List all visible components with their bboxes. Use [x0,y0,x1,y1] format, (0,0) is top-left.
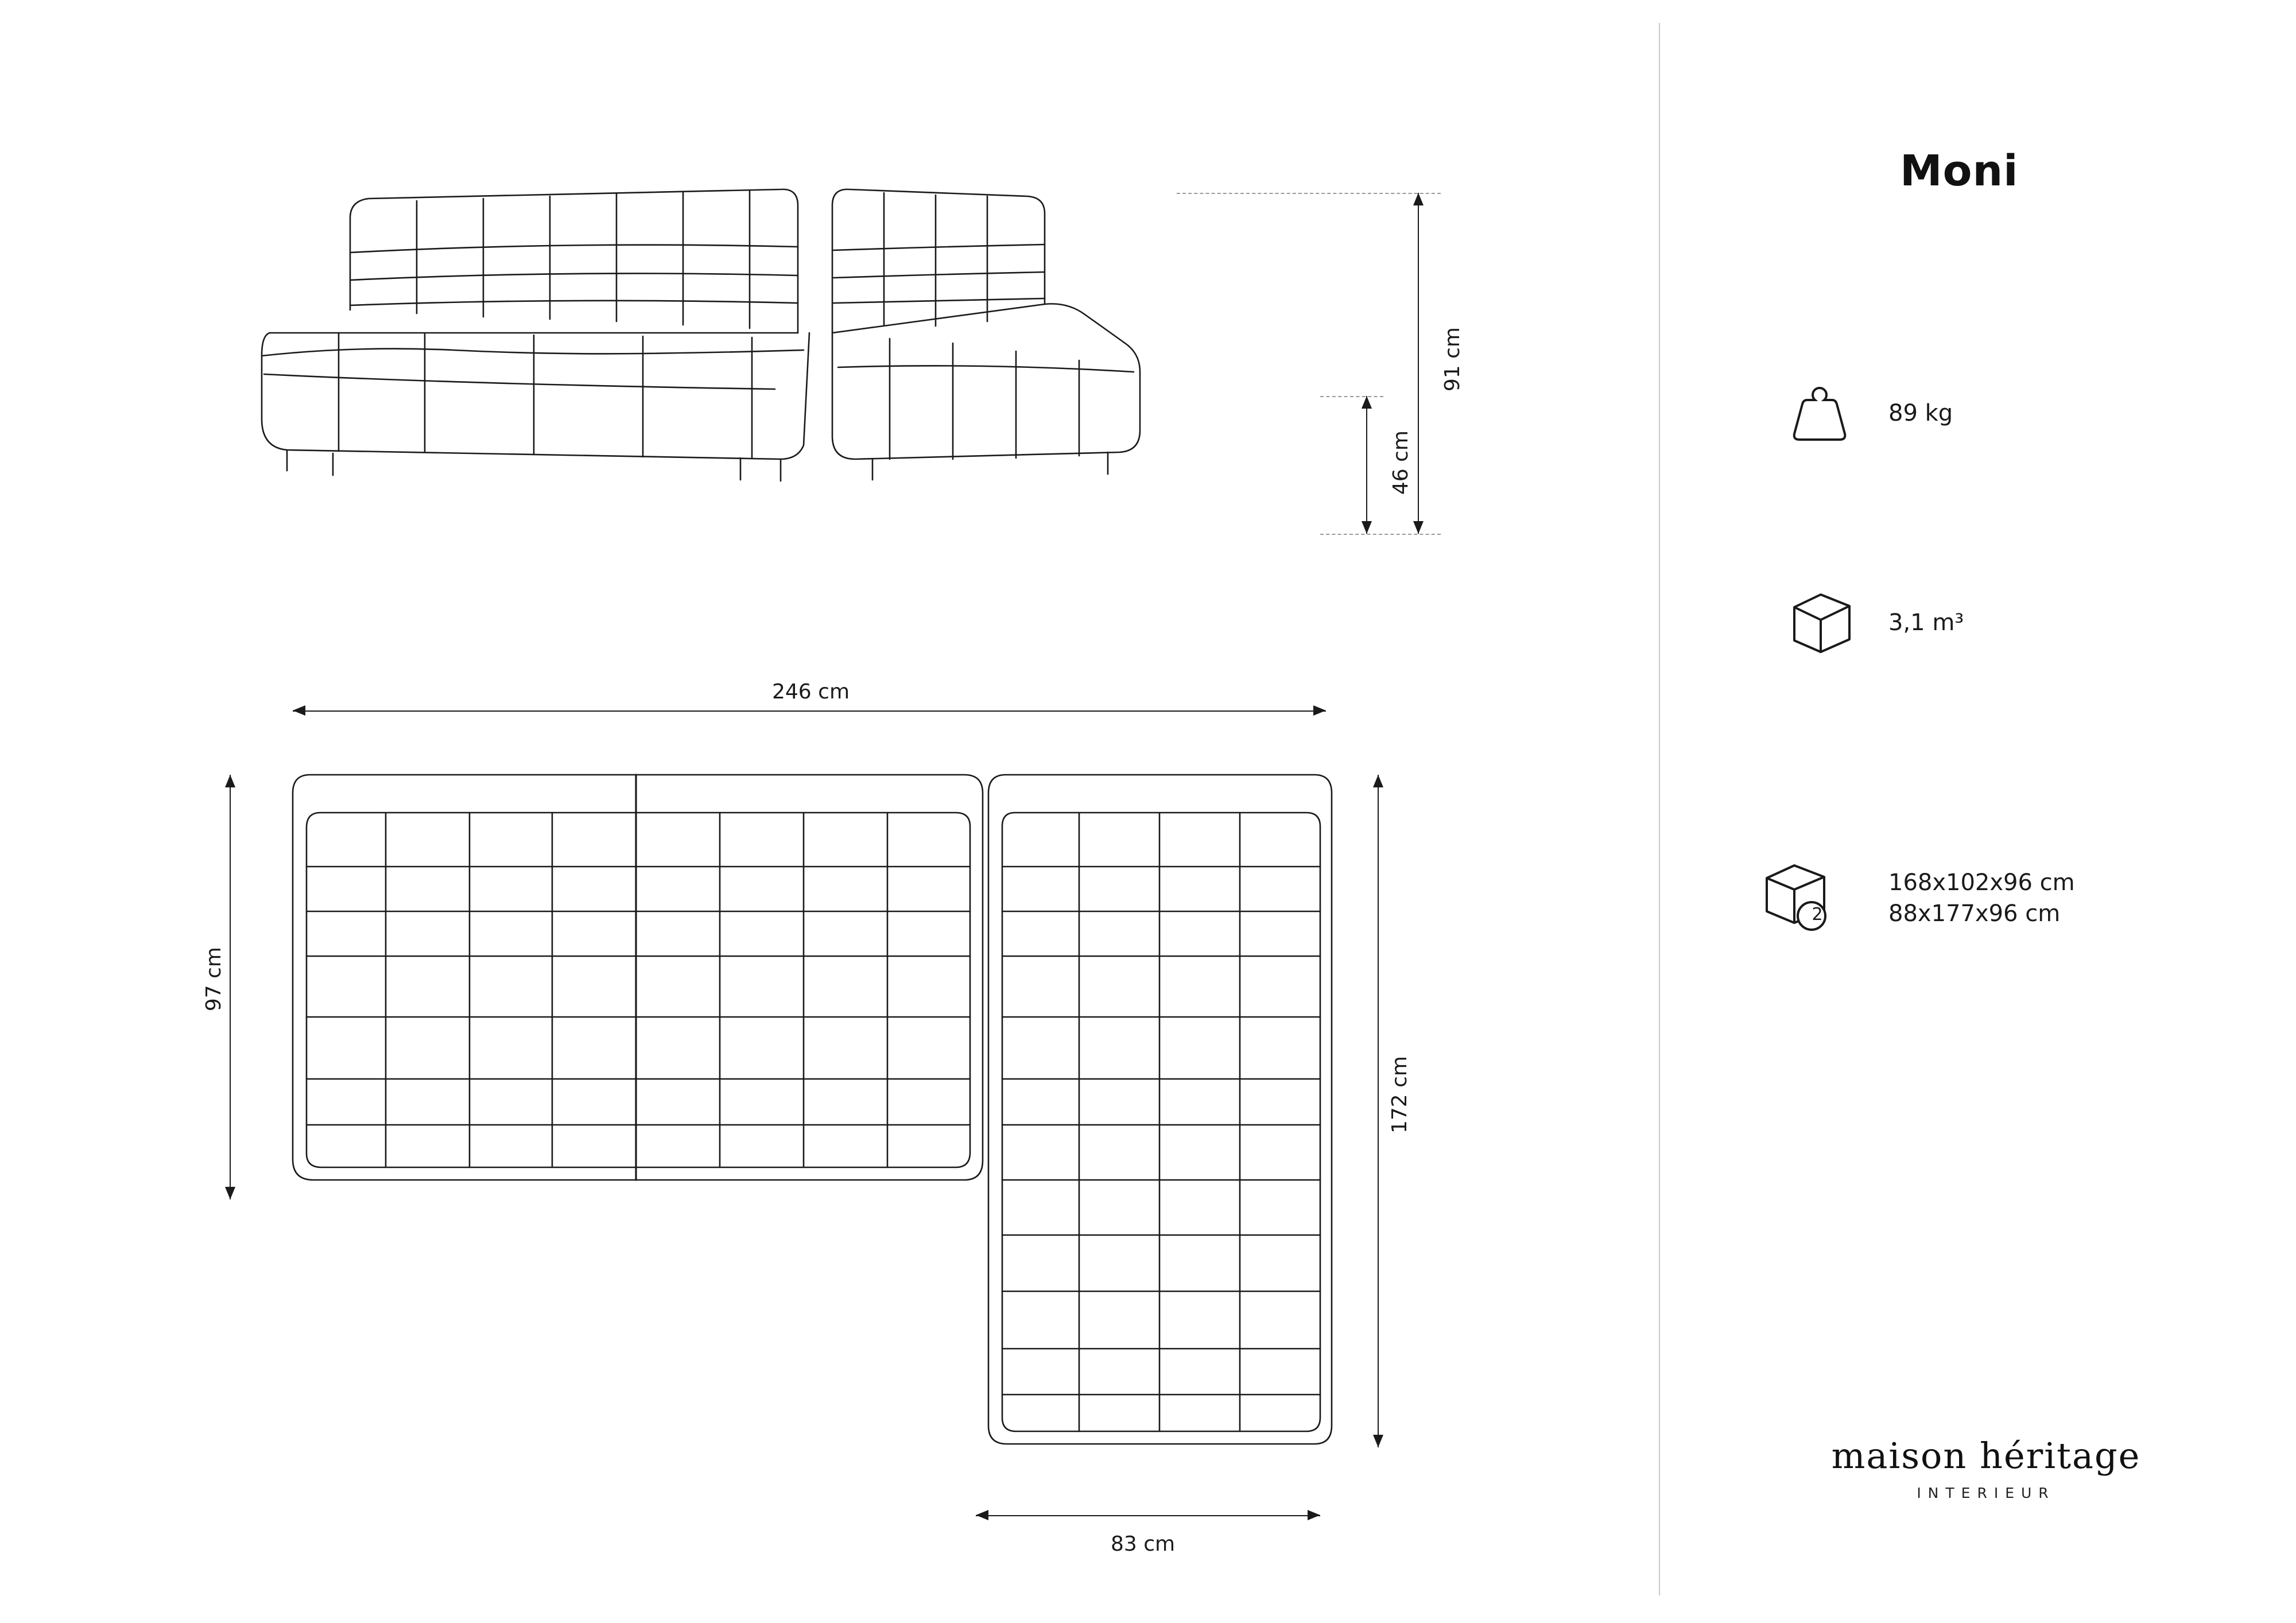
dimension-arrow-depth-main-bottom [225,1187,235,1199]
dimension-line-top-width [293,710,1326,712]
dimension-arrow-chaise-width-left [976,1510,988,1520]
dimension-label-chaise-width: 83 cm [1111,1532,1176,1556]
guide-line-total-height-bottom [1320,534,1441,535]
dimension-arrow-top-width-right [1313,705,1326,716]
package-dimension-line-2: 88x177x96 cm [1888,900,2061,927]
dimension-line-depth-total [1378,775,1379,1447]
spec-label-volume [1888,607,1964,638]
weight-icon [1785,379,1888,448]
guide-line-seat-height-top [1320,396,1383,397]
dimension-arrow-total-height-bottom [1413,521,1424,534]
spec-label-weight: 89 kg [1888,400,1953,426]
dimension-label-depth-total: 172 cm [1388,1056,1411,1134]
dimension-arrow-seat-height-bottom [1362,521,1372,534]
dimension-label-top-width: 246 cm [772,680,850,704]
dimension-line-total-height [1418,193,1419,534]
dimension-label-seat-height: 46 cm [1389,430,1413,495]
dimension-arrow-depth-main-top [225,775,235,787]
brand-logo [1774,1435,2198,1501]
box-volume-icon [1785,585,1888,660]
packages-icon [1756,855,1888,941]
package-dimension-line-1: 168x102x96 cm [1888,869,2075,896]
page-title: Moni [1900,146,2019,196]
brand-name: maison héritage [1831,1435,2141,1477]
packages-dimensions [1888,867,2075,929]
dimension-arrow-total-height-top [1413,193,1424,205]
dimension-line-chaise-width [976,1515,1320,1516]
packages-count: 2 [1812,904,1823,925]
spec-row-volume [1785,585,1964,660]
spec-volume-value: 3,1 m³ [1888,609,1964,636]
dimension-line-seat-height [1366,396,1367,534]
dimension-arrow-chaise-width-right [1308,1510,1320,1520]
dimension-arrow-seat-height-top [1362,396,1372,409]
spec-row-weight [1785,379,1953,448]
front-elevation-view [247,161,1326,562]
dimension-label-total-height: 91 cm [1441,327,1464,392]
dimension-line-depth-main [230,775,231,1199]
panel-divider [1659,23,1660,1595]
dimension-arrow-top-width-left [293,705,305,716]
spec-row-packages [1756,855,2075,941]
dimension-arrow-depth-total-top [1373,775,1383,787]
guide-line-total-height-top [1177,193,1441,194]
brand-subtitle: INTERIEUR [1917,1485,2055,1501]
top-plan-view [287,758,1337,1463]
dimension-arrow-depth-total-bottom [1373,1435,1383,1447]
dimension-label-depth-main: 97 cm [202,947,226,1012]
